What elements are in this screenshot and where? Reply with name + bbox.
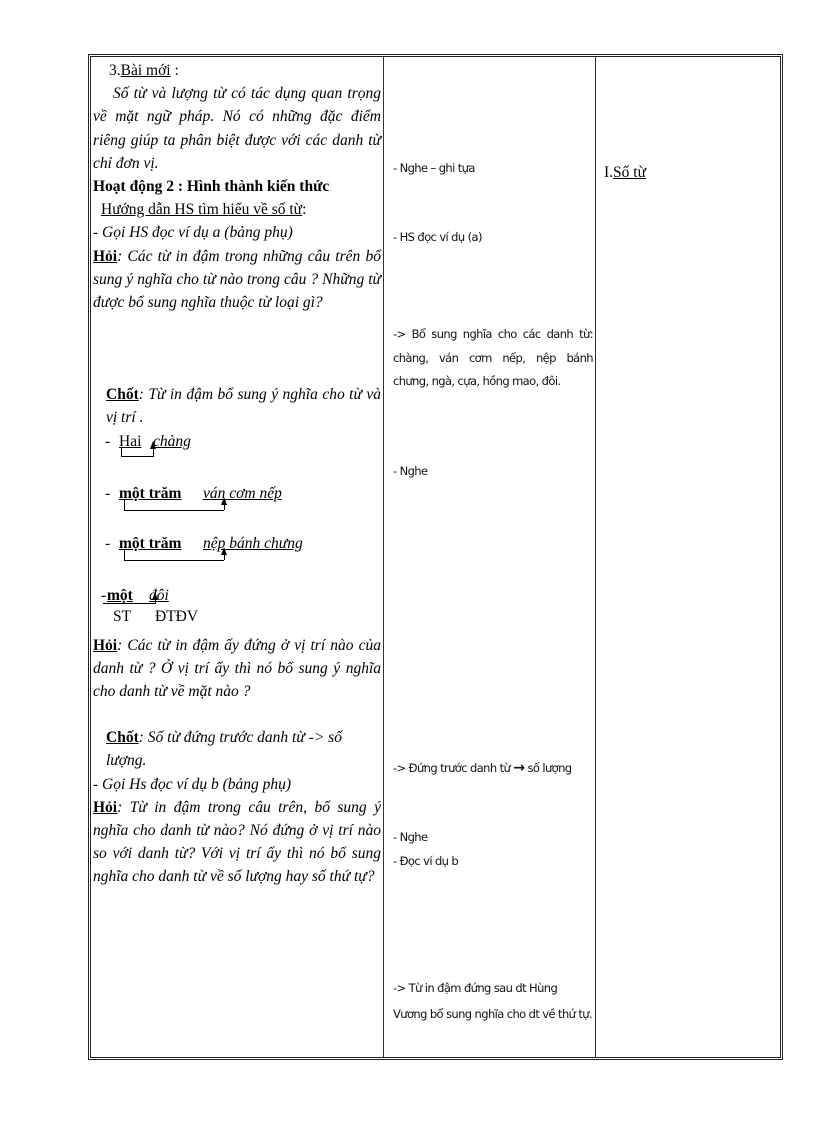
lesson-table [88, 54, 783, 1060]
student-response: - Nghe [393, 830, 428, 844]
task-b: - Gọi Hs đọc ví dụ b (bảng phụ) [93, 775, 292, 793]
example-1: - Hai chàng [93, 430, 381, 482]
guide-heading: Hướng dẫn HS tìm hiểu về số từ: [101, 201, 307, 219]
section-title: Số từ [613, 164, 646, 181]
student-response: - HS đọc ví dụ (a) [393, 230, 482, 244]
student-response: - Nghe – ghi tựa [393, 161, 475, 175]
example-3: - một trăm nệp bánh chưng [93, 532, 381, 584]
column-divider [595, 57, 596, 1057]
student-response: - Nghe [393, 464, 428, 478]
student-response: - Đọc ví dụ b [393, 854, 459, 868]
student-response: -> Bổ sung nghĩa cho các danh từ: chàng, ván cơm nếp, nệp bánh chưng, ngà, cựa, hồng mao, đôi. [393, 327, 593, 388]
activity-heading: Hoạt động 2 : Hình thành kiến thức [93, 178, 330, 196]
conclusion-1: Chốt: Từ in đậm bổ sung ý nghĩa cho từ và vị trí . [106, 386, 381, 427]
column-divider [383, 57, 384, 1057]
example-4: - một đôi ST ĐTĐV [101, 586, 199, 625]
section-heading: 3.Bài mới : [109, 62, 179, 79]
teacher-column [93, 59, 381, 889]
question-2: Hỏi: Các từ in đậm ấy đứng ở vị trí nào của danh từ ? Ở vị trí ấy thì nó bổ sung ý nghĩa cho danh từ về mặt nào ? [93, 636, 381, 701]
content-column [604, 164, 646, 182]
student-response: -> Đứng trước danh từ → số lượng [393, 760, 572, 776]
question-3: Hỏi: Từ in đậm trong câu trên, bổ sung ý nghĩa cho danh từ nào? Nó đứng ở vị trí nào so với danh từ? Với vị trí ấy thì nó bổ sung nghĩa cho danh từ về số lượng hay số thứ tự? [93, 798, 381, 886]
intro-text: Số từ và lượng từ có tác dụng quan trọng về mặt ngữ pháp. Nó có những đặc điểm riêng giúp ta phân biệt được với các danh từ chỉ đơn vị. [93, 85, 381, 172]
section-number: I. [604, 164, 614, 181]
conclusion-2: Chốt: Số từ đứng trước danh từ -> số lượng. [106, 729, 342, 770]
student-response: -> Từ in đậm đứng sau dt Hùng Vương bổ sung nghĩa cho dt về thứ tự. [393, 981, 593, 1021]
task-a: - Gọi HS đọc ví dụ a (bảng phụ) [93, 224, 293, 242]
question-1: Hỏi: Các từ in đậm trong những câu trên bổ sung ý nghĩa cho từ nào trong câu ? Những từ được bổ sung nghĩa thuộc từ loại gì? [93, 247, 381, 312]
example-2: - một trăm ván cơm nếp [93, 482, 381, 532]
